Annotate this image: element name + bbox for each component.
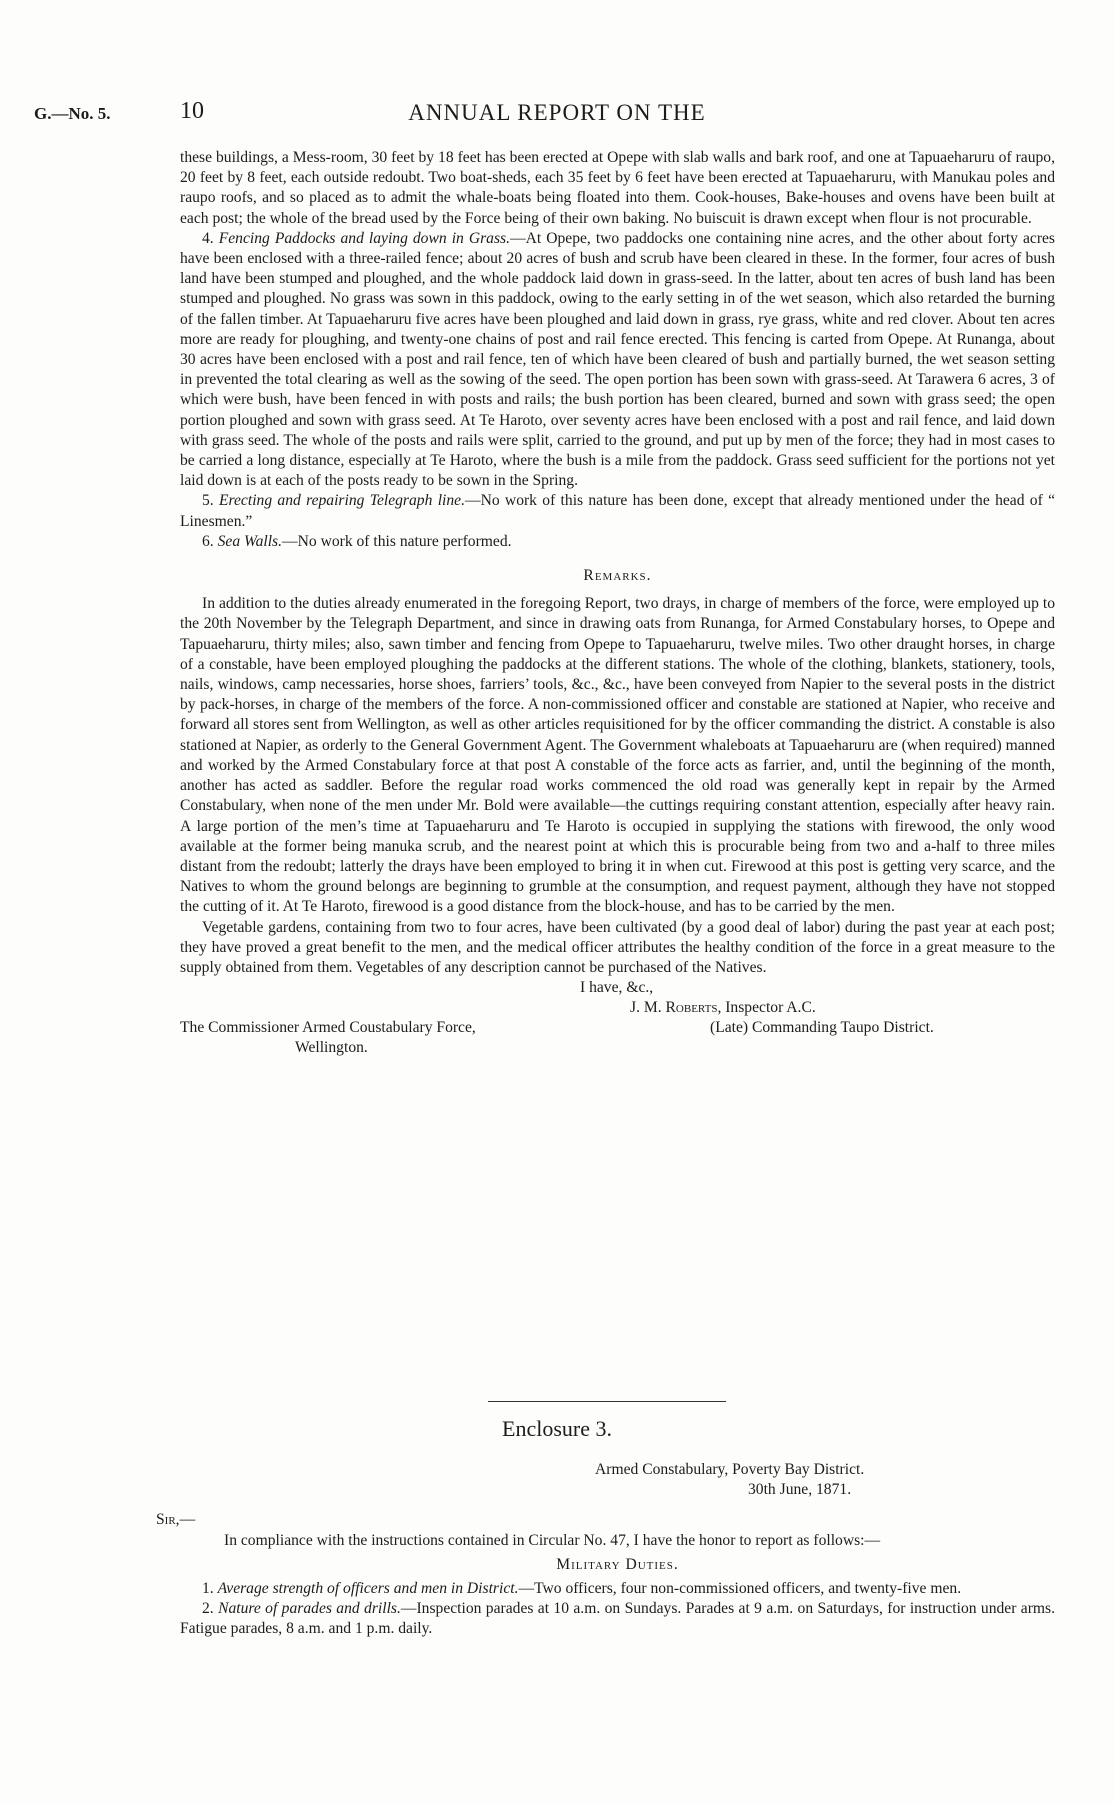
addressee-city: Wellington. bbox=[295, 1039, 368, 1057]
item-number: 2. bbox=[202, 1600, 214, 1618]
item-title: Erecting and repairing Telegraph line. bbox=[219, 492, 465, 510]
paper-reference: G.—No. 5. bbox=[34, 104, 111, 123]
enclosure-intro: In compliance with the instructions contained in Circular No. 47, I have the honor to report as follows:— bbox=[224, 1531, 881, 1549]
item-text: —At Opepe, two paddocks one containing nine acres, and the other about forty acres have been enclosed with a three-railed fence; about 20 acres of bush and scrub have been cleared in these. In the former, four acres of bush land have been stumped and ploughed, and the whole paddock laid down in grass-seed. In the latter, about ten acres of bush land has been stumped and ploughed. No grass was sown in this paddock, owing to the early setting in of the wet season, which also retarded the burning of the fallen timber. At Tapuaeharuru five acres have been ploughed and laid down in grass, rye grass, white and red clover. About ten acres more are ready for ploughing, and twenty-one chains of post and rail fence erected. This fencing is carted from Opepe. At Runanga, about 30 acres have been enclosed with a post and rail fence, ten of which have been cleared of bush and partially burned, the wet season setting in prevented the total clearing as well as the sowing of the seed. The open portion has been sown with grass-seed. At Tarawera 6 acres, 3 of which were bush, have been fenced in with posts and rails; the bush portion has been cleared, burned and sown with grass seed; the open portion ploughed and sown with grass seed. At Te Haroto, over seventy acres have been enclosed with a post and rail fence, and laid down with grass seed. The whole of the posts and rails were split, carried to the ground, and put up by men of the force; they had in most cases to be carried a long distance, especially at Te Haroto, where the bush is a mile from the paddock. Grass seed sufficient for the portions not yet laid down is at each of the posts ready to be sown in the Spring. bbox=[180, 229, 1056, 490]
addressee: The Commissioner Armed Coustabulary Force, bbox=[180, 1019, 476, 1037]
item-title: Fencing Paddocks and laying down in Grass. bbox=[218, 229, 511, 247]
item-text: —Inspection parades at 10 a.m. on Sundays. Parades at 9 a.m. on Saturdays, for instruction under arms. Fatigue parades, 8 a.m. and 1 p.m. daily. bbox=[180, 1600, 1055, 1638]
page-number: 10 bbox=[180, 98, 204, 124]
item-title: Average strength of officers and men in District. bbox=[217, 1580, 519, 1598]
item-number: 4. bbox=[202, 229, 214, 247]
remarks-paragraph: In addition to the duties already enumerated in the foregoing Report, two drays, in charge of members of the force, were employed up to the 20th November by the Telegraph Department, and since in drawing oats from Runanga, for Armed Constabulary horses, to Opepe and Tapuaeharuru, thirty miles; also, sawn timber and fencing from Opepe to Tapuaeharuru, twelve miles. Two other draught horses, in charge of a constable, have been employed ploughing the paddocks at the different stations. The whole of the clothing, blankets, stationery, tools, nails, windows, camp necessaries, horse shoes, farriers’ tools, &c., &c., have been conveyed from Napier to the several posts in the district by pack-horses, in charge of the members of the force. A non-commissioned officer and constable are stationed at Napier, who receive and forward all stores sent from Wellington, as well as other articles requisitioned for by the officer commanding the district. A constable is also stationed at Napier, as orderly to the General Government Agent. The Government whaleboats at Tapuaeharuru are (when required) manned and worked by the Armed Constabulary force at that post A constable of the force acts as farrier, and, until the beginning of the month, another has acted as saddler. Before the regular road works commenced the old road was generally kept in repair by the Armed Constabulary, when none of the men under Mr. Bold were available—the cuttings requiring constant attention, especially after heavy rain. A large portion of the men’s time at Tapuaeharuru and Te Haroto is occupied in supplying the stations with firewood, the only wood available at the former being manuka scrub, and the nearest point at which this is procurable being from two and a-half to three miles distant from the redoubt; latterly the drays have been employed to bring it in when cut. Firewood at this post is getting very scarce, and the Natives to whom the ground belongs are beginning to grumble at the consumption, and request payment, although they have not stopped the cutting of it. At Te Haroto, firewood is a good distance from the block-house, and has to be carried by the men. bbox=[180, 595, 1055, 916]
item-1-strength bbox=[180, 1579, 1055, 1599]
remarks-heading: Remarks. bbox=[583, 567, 652, 585]
item-number: 5. bbox=[202, 492, 214, 510]
running-title: ANNUAL REPORT ON THE bbox=[408, 100, 706, 125]
report-body bbox=[180, 148, 1055, 1062]
item-2-parades bbox=[180, 1599, 1055, 1639]
item-text: —No work of this nature has been done, except that already mentioned under the head of “ Linesmen.” bbox=[180, 492, 1056, 530]
item-title: Nature of parades and drills. bbox=[218, 1600, 401, 1618]
enclosure-title: Enclosure 3. bbox=[502, 1416, 612, 1441]
item-4-fencing bbox=[180, 229, 1055, 492]
enclosure-address: Armed Constabulary, Poverty Bay District. bbox=[595, 1461, 865, 1478]
item-title: Sea Walls. bbox=[217, 532, 283, 550]
item-text: —Two officers, four non-commissioned officers, and twenty-five men. bbox=[518, 1580, 962, 1598]
section-divider bbox=[488, 1401, 726, 1402]
remarks-paragraph: Vegetable gardens, containing from two to four acres, have been cultivated (by a good deal of labor) during the past year at each post; they have proved a great benefit to the men, and the medical officer attributes the healthy condition of the force in a great measure to the supply obtained from them. Vegetables of any description cannot be purchased of the Natives. bbox=[180, 918, 1055, 976]
sign-off: I have, &c., bbox=[580, 979, 654, 997]
item-number: 1. bbox=[202, 1580, 214, 1598]
item-6-sea-walls bbox=[180, 532, 1055, 552]
enclosure-date: 30th June, 1871. bbox=[748, 1481, 852, 1499]
signatory bbox=[630, 998, 816, 1018]
item-number: 6. bbox=[202, 532, 214, 550]
item-text: —No work of this nature performed. bbox=[282, 532, 512, 550]
military-duties-heading: Military Duties. bbox=[556, 1555, 679, 1573]
enclosure-body bbox=[156, 1460, 1055, 1640]
signature-block bbox=[180, 978, 1055, 1062]
signatory-rank: Inspector A.C. bbox=[721, 999, 816, 1017]
paragraph-buildings: these buildings, a Mess-room, 30 feet by 18 feet has been erected at Opepe with slab walls and bark roof, and one at Tapuaeharuru of raupo, 20 feet by 8 feet, each outside redoubt. Two boat-sheds, each 35 feet by 6 feet have been erected at Tapuaeharuru, with Manukau poles and raupo roofs, and so placed as to admit the whale-boats being floated into them. Cook-houses, Bake-houses and ovens have been built at each post; the whole of the bread used by the Force being of their own baking. No buiscuit is drawn except when flour is not procurable. bbox=[180, 149, 1055, 227]
signatory-name: J. M. Roberts, bbox=[630, 999, 722, 1017]
page-header bbox=[0, 98, 1114, 128]
signatory-command: (Late) Commanding Taupo District. bbox=[710, 1019, 934, 1037]
item-5-telegraph bbox=[180, 491, 1055, 531]
salutation: Sir,— bbox=[156, 1511, 196, 1529]
